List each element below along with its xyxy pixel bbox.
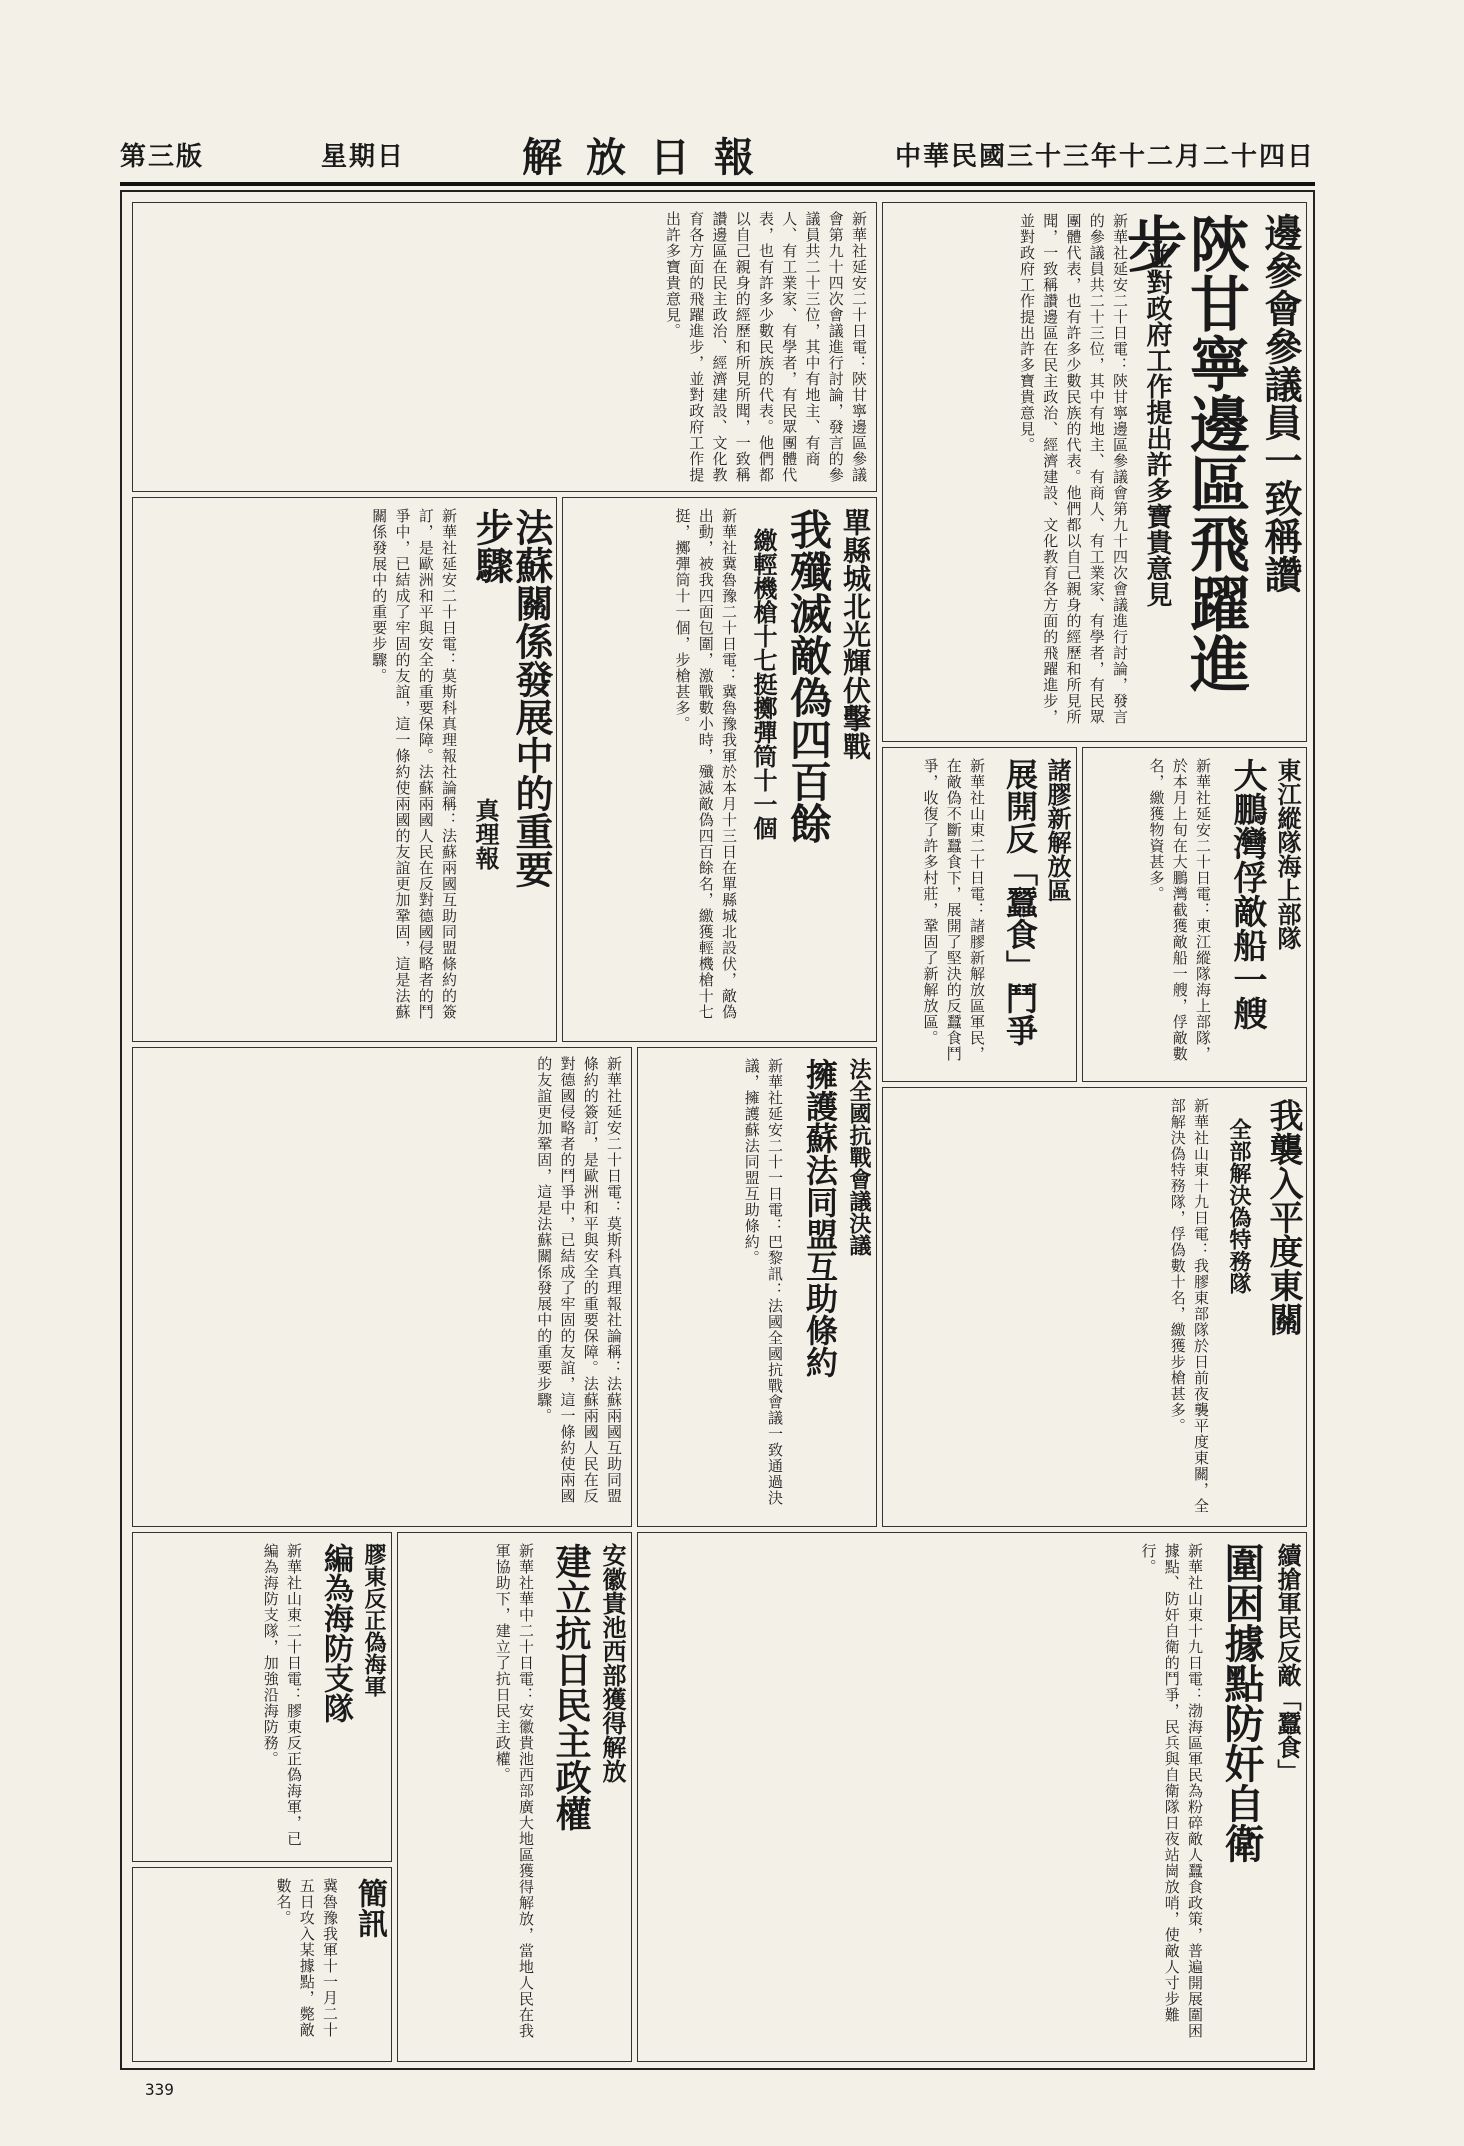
article-subheadline: 諸膠新解放區 (1043, 758, 1071, 902)
article-subheadline: 真理報 (471, 798, 499, 870)
article-liberated-area (882, 747, 1077, 1082)
edition-label: 第三版 (120, 141, 205, 172)
article-body: 新華社冀魯豫二十日電：冀魯豫我軍於本月十三日在單縣城北設伏，敵偽出動，被我四面包圍，激戰數小時，殲滅敵偽四百餘名，繳獲輕機槍十七挺，擲彈筒十一個，步槍甚多。 (673, 508, 738, 1020)
article-subheadline-2: 繳輕機槍十七挺擲彈筒十一個 (749, 528, 777, 840)
article-headline: 擁護蘇法同盟互助條約 (801, 1058, 839, 1378)
article-guichi (397, 1532, 632, 2062)
masthead (120, 130, 1315, 181)
article-subheadline: 膠東反正偽海軍 (361, 1543, 386, 1697)
article-body: 新華社華中二十日電：安徽貴池西部廣大地區獲得解放，當地人民在我軍協助下，建立了抗日民主政權。 (493, 1543, 535, 2039)
masthead-rule (120, 182, 1315, 186)
page-content (120, 190, 1315, 2070)
article-body: 新華社山東二十日電：諸膠新解放區軍民，在敵偽不斷蠶食下，展開了堅決的反蠶食鬥爭，收復了許多村莊，鞏固了新解放區。 (921, 758, 986, 1062)
article-body: 新華社山東十九日電：渤海區軍民為粉碎敵人蠶食政策，普遍開展圍困據點、防奸自衛的鬥爭，民兵與自衛隊日夜站崗放哨，使敵人寸步難行。 (1139, 1543, 1204, 2039)
article-headline: 我襲入平度東關 (1263, 1098, 1303, 1336)
article-body: 新華社延安二十一日電：巴黎訊：法國全國抗戰會議一致通過決議，擁護蘇法同盟互助條約。 (742, 1058, 784, 1506)
article-body: 新華社延安二十日電：莫斯科真理報社論稱：法蘇兩國互助同盟條約的簽訂，是歐洲和平與安全的重要保障。法蘇兩國人民在反對德國侵略者的鬥爭中，已結成了牢固的友誼，這一條約使兩國的友誼更加鞏固，這是法蘇關係發展中的重要步驟。 (535, 1056, 623, 1504)
article-body: 新華社延安二十日電：莫斯科真理報社論稱：法蘇兩國互助同盟條約的簽訂，是歐洲和平與安全的重要保障。法蘇兩國人民在反對德國侵略者的鬥爭中，已結成了牢固的友誼，這一條約使兩國的友誼更加鞏固，這是法蘇關係發展中的重要步驟。 (370, 508, 458, 1020)
article-dongjiang (1082, 747, 1307, 1082)
article-headline: 展開反「蠶食」鬥爭 (1001, 758, 1039, 1046)
article-subheadline: 續搶軍民反敵「蠶食」 (1273, 1543, 1301, 1783)
article-france-soviet-continued (132, 1047, 632, 1527)
article-subheadline-2: 並對政府工作提出許多寶貴意見 (1142, 243, 1172, 607)
article-subheadline: 全部解決偽特務隊 (1226, 1118, 1251, 1294)
article-shanxian (562, 497, 877, 1042)
article-headline: 編為海防支隊 (318, 1543, 353, 1723)
article-shaanganning (882, 202, 1307, 742)
article-body: 新華社延安二十日電：陝甘寧邊區參議會第九十四次會議進行討論，發言的參議員共二十三位，其中有地主、有商人、有工業家、有學者，有民眾團體代表，也有許多少數民族的代表。他們都以自己親身的經歷和所見所聞，一致稱讚邊區在民主政治、經濟建設、文化教育各方面的飛躍進步，並對政府工作提出許多寶貴意見。 (1018, 213, 1129, 725)
article-pingdu (882, 1087, 1307, 1527)
page-number: 339 (145, 2080, 174, 2099)
article-headline: 建立抗日民主政權 (550, 1543, 591, 1831)
weekday-label: 星期日 (321, 141, 406, 172)
article-headline: 大鵬灣俘敵船一艘 (1227, 758, 1267, 1030)
article-subheadline: 法全國抗戰會議決議 (846, 1058, 871, 1256)
article-headline: 圍困據點防奸自衛 (1218, 1543, 1264, 1863)
article-subheadline: 單縣城北光輝伏擊戰 (839, 508, 872, 760)
article-subheadline: 安徽貴池西部獲得解放 (598, 1543, 626, 1783)
paper-name: 解放日報 (522, 133, 778, 181)
article-headline: 我殲滅敵偽四百餘 (784, 508, 833, 844)
article-body: 新華社延安二十日電：東江縱隊海上部隊，於本月上旬在大鵬灣截獲敵船一艘，俘敵數名，繳獲物資甚多。 (1147, 758, 1212, 1062)
article-body: 新華社山東二十日電：膠東反正偽海軍，已編為海防支隊，加強沿海防務。 (261, 1543, 303, 1847)
article-headline: 法蘇關係發展中的重要步驟 (469, 508, 553, 888)
publication-date: 中華民國三十三年十二月二十四日 (894, 141, 1315, 172)
article-shaanganning-continued (132, 202, 877, 492)
article-subheadline: 東江縱隊海上部隊 (1273, 758, 1301, 950)
article-anti-japan-resolution (637, 1047, 877, 1527)
article-coastal-defense (132, 1532, 392, 1862)
article-self-defense (637, 1532, 1307, 2062)
article-headline: 陝甘寧邊區飛躍進步 (1117, 213, 1250, 693)
article-subheadline: 邊參會參議員一致稱讚 (1258, 213, 1302, 593)
article-france-soviet (132, 497, 557, 1042)
article-body: 新華社延安二十日電：陝甘寧邊區參議會第九十四次會議進行討論，發言的參議員共二十三位，其中有地主、有商人、有工業家、有學者，有民眾團體代表，也有許多少數民族的代表。他們都以自己親身的經歷和所見所聞，一致稱讚邊區在民主政治、經濟建設、文化教育各方面的飛躍進步，並對政府工作提出許多寶貴意見。 (664, 211, 868, 483)
article-brief-news (132, 1867, 392, 2062)
article-headline: 簡訊 (352, 1878, 387, 1938)
article-body: 新華社山東十九日電：我膠東部隊於日前夜襲平度東關，全部解決偽特務隊，俘偽數十名，繳獲步槍甚多。 (1168, 1098, 1210, 1514)
article-body: 冀魯豫我軍十一月二十五日攻入某據點，斃敵數名。 (274, 1878, 339, 2038)
